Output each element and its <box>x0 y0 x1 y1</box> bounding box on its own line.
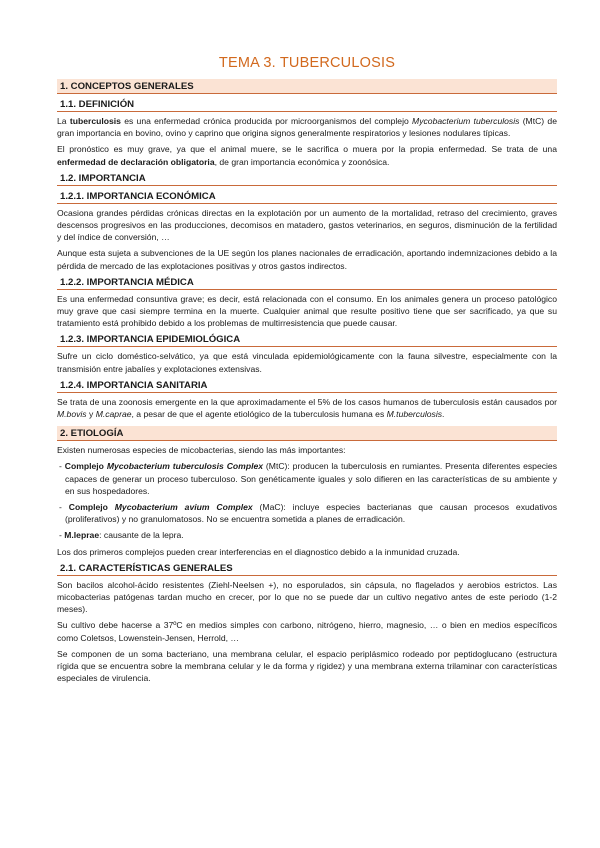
paragraph-economica-1: Ocasiona grandes pérdidas crónicas directas en la explotación por un aumento de la mortalidad, retraso del crecimiento, graves descensos progresivos en las producciones, decomisos en matadero, gastos veterinarios, en seguros, disminución de la fertilidad y del índice de conversión, … <box>57 207 557 243</box>
list-item-mtc: - Complejo Mycobacterium tuberculosis Complex (MtC): producen la tuberculosis en rumiantes. Presenta diferentes especies capaces de generar un proceso tuberculoso. Son genéticamente iguales y solo difieren en las características de su ambiente y en sus hospedadores. <box>59 461 558 496</box>
section-heading-importancia: 1.2. IMPORTANCIA <box>57 172 557 186</box>
section-heading-importancia-sanitaria: 1.2.4. IMPORTANCIA SANITARIA <box>57 379 557 393</box>
paragraph-definicion-1: La tuberculosis es una enfermedad crónica producida por microorganismos del complejo Mycobacterium tuberculosis (MtC) de gran importancia en bovino, ovino y caprino que origina signos generalmente respiratorios y lesiones nodulares típicas. <box>57 116 557 139</box>
section-heading-importancia-economica: 1.2.1. IMPORTANCIA ECONÓMICA <box>57 190 557 204</box>
section-heading-importancia-medica: 1.2.2. IMPORTANCIA MÉDICA <box>57 276 557 290</box>
paragraph-caracteristicas-3: Se componen de un soma bacteriano, una membrana celular, el espacio periplásmico rodeado por peptidoglucano (estructura rígida que se encuentra sobre la membrana celular y le da forma y rigidez) y una membrana externa trilaminar con características especiales de virulencia. <box>57 648 557 684</box>
paragraph-definicion-2: El pronóstico es muy grave, ya que el animal muere, se le sacrifica o muera por la propia enfermedad. Se trata de una enfermedad de declaración obligatoria, de gran importancia económica y zoonósica. <box>57 144 557 167</box>
paragraph-etiologia-end: Los dos primeros complejos pueden crear interferencias en el diagnostico debido a la inmunidad cruzada. <box>57 546 460 557</box>
paragraph-sanitaria: Se trata de una zoonosis emergente en la que aproximadamente el 5% de los casos humanos de tuberculosis están causados por M.bovis y M.caprae, a pesar de que el agente etiológico de la tuberculosis humana es M.tuberculosis. <box>57 396 557 420</box>
section-heading-etiologia: 2. ETIOLOGÍA <box>57 426 557 441</box>
section-heading-conceptos: 1. CONCEPTOS GENERALES <box>57 79 557 94</box>
list-item-leprae: - M.leprae: causante de la lepra. <box>59 530 184 541</box>
paragraph-medica: Es una enfermedad consuntiva grave; es decir, está relacionada con el consumo. En los animales genera un proceso patológico muy grave que casi siempre termina en la muerte. Cualquier animal que resulte positivo tiene que ser sacrificado, ya que su tratamiento está prohibido debido a los problemas de multirresistencia que puede causar. <box>57 293 557 329</box>
section-heading-caracteristicas: 2.1. CARACTERÍSTICAS GENERALES <box>57 562 557 576</box>
document-title: TEMA 3. TUBERCULOSIS <box>218 55 396 71</box>
section-heading-definicion: 1.1. DEFINICIÓN <box>57 98 557 112</box>
paragraph-epidemiologica: Sufre un ciclo doméstico-selvático, ya que está vinculada epidemiológicamente con la fauna silvestre, especialmente con la transmisión entre jabalíes y explotaciones extensivas. <box>57 351 557 374</box>
list-item-mac: - Complejo Mycobacterium avium Complex (MaC): incluye especies bacterianas que causan procesos exudativos (proliferativos) y no granulomatosos. No se encuentra sometida a planes de erradicación. <box>59 502 557 525</box>
paragraph-economica-2: Aunque esta sujeta a subvenciones de la UE según los planes nacionales de erradicación, aportando indemnizaciones debido a la pérdida de mercado de las explotaciones positivas y otros gastos indirectos. <box>57 248 557 271</box>
paragraph-caracteristicas-2: Su cultivo debe hacerse a 37ºC en medios simples con carbono, nitrógeno, hierro, magnesio, … o bien en medios específicos como Coletsos, Lowenstein-Jensen, Herrold, … <box>57 620 557 643</box>
paragraph-etiologia-intro: Existen numerosas especies de micobacterias, siendo las más importantes: <box>57 445 346 456</box>
section-heading-importancia-epidemiologica: 1.2.3. IMPORTANCIA EPIDEMIOLÓGICA <box>57 333 557 347</box>
paragraph-caracteristicas-1: Son bacilos alcohol-ácido resistentes (Ziehl-Neelsen +), no esporulados, sin cápsula, no flagelados y aerobios estrictos. Las micobacterias patógenas tardan mucho en crecer, por lo que no se puede dar un cultivo negativo antes de este periodo (1-2 meses). <box>57 579 557 615</box>
